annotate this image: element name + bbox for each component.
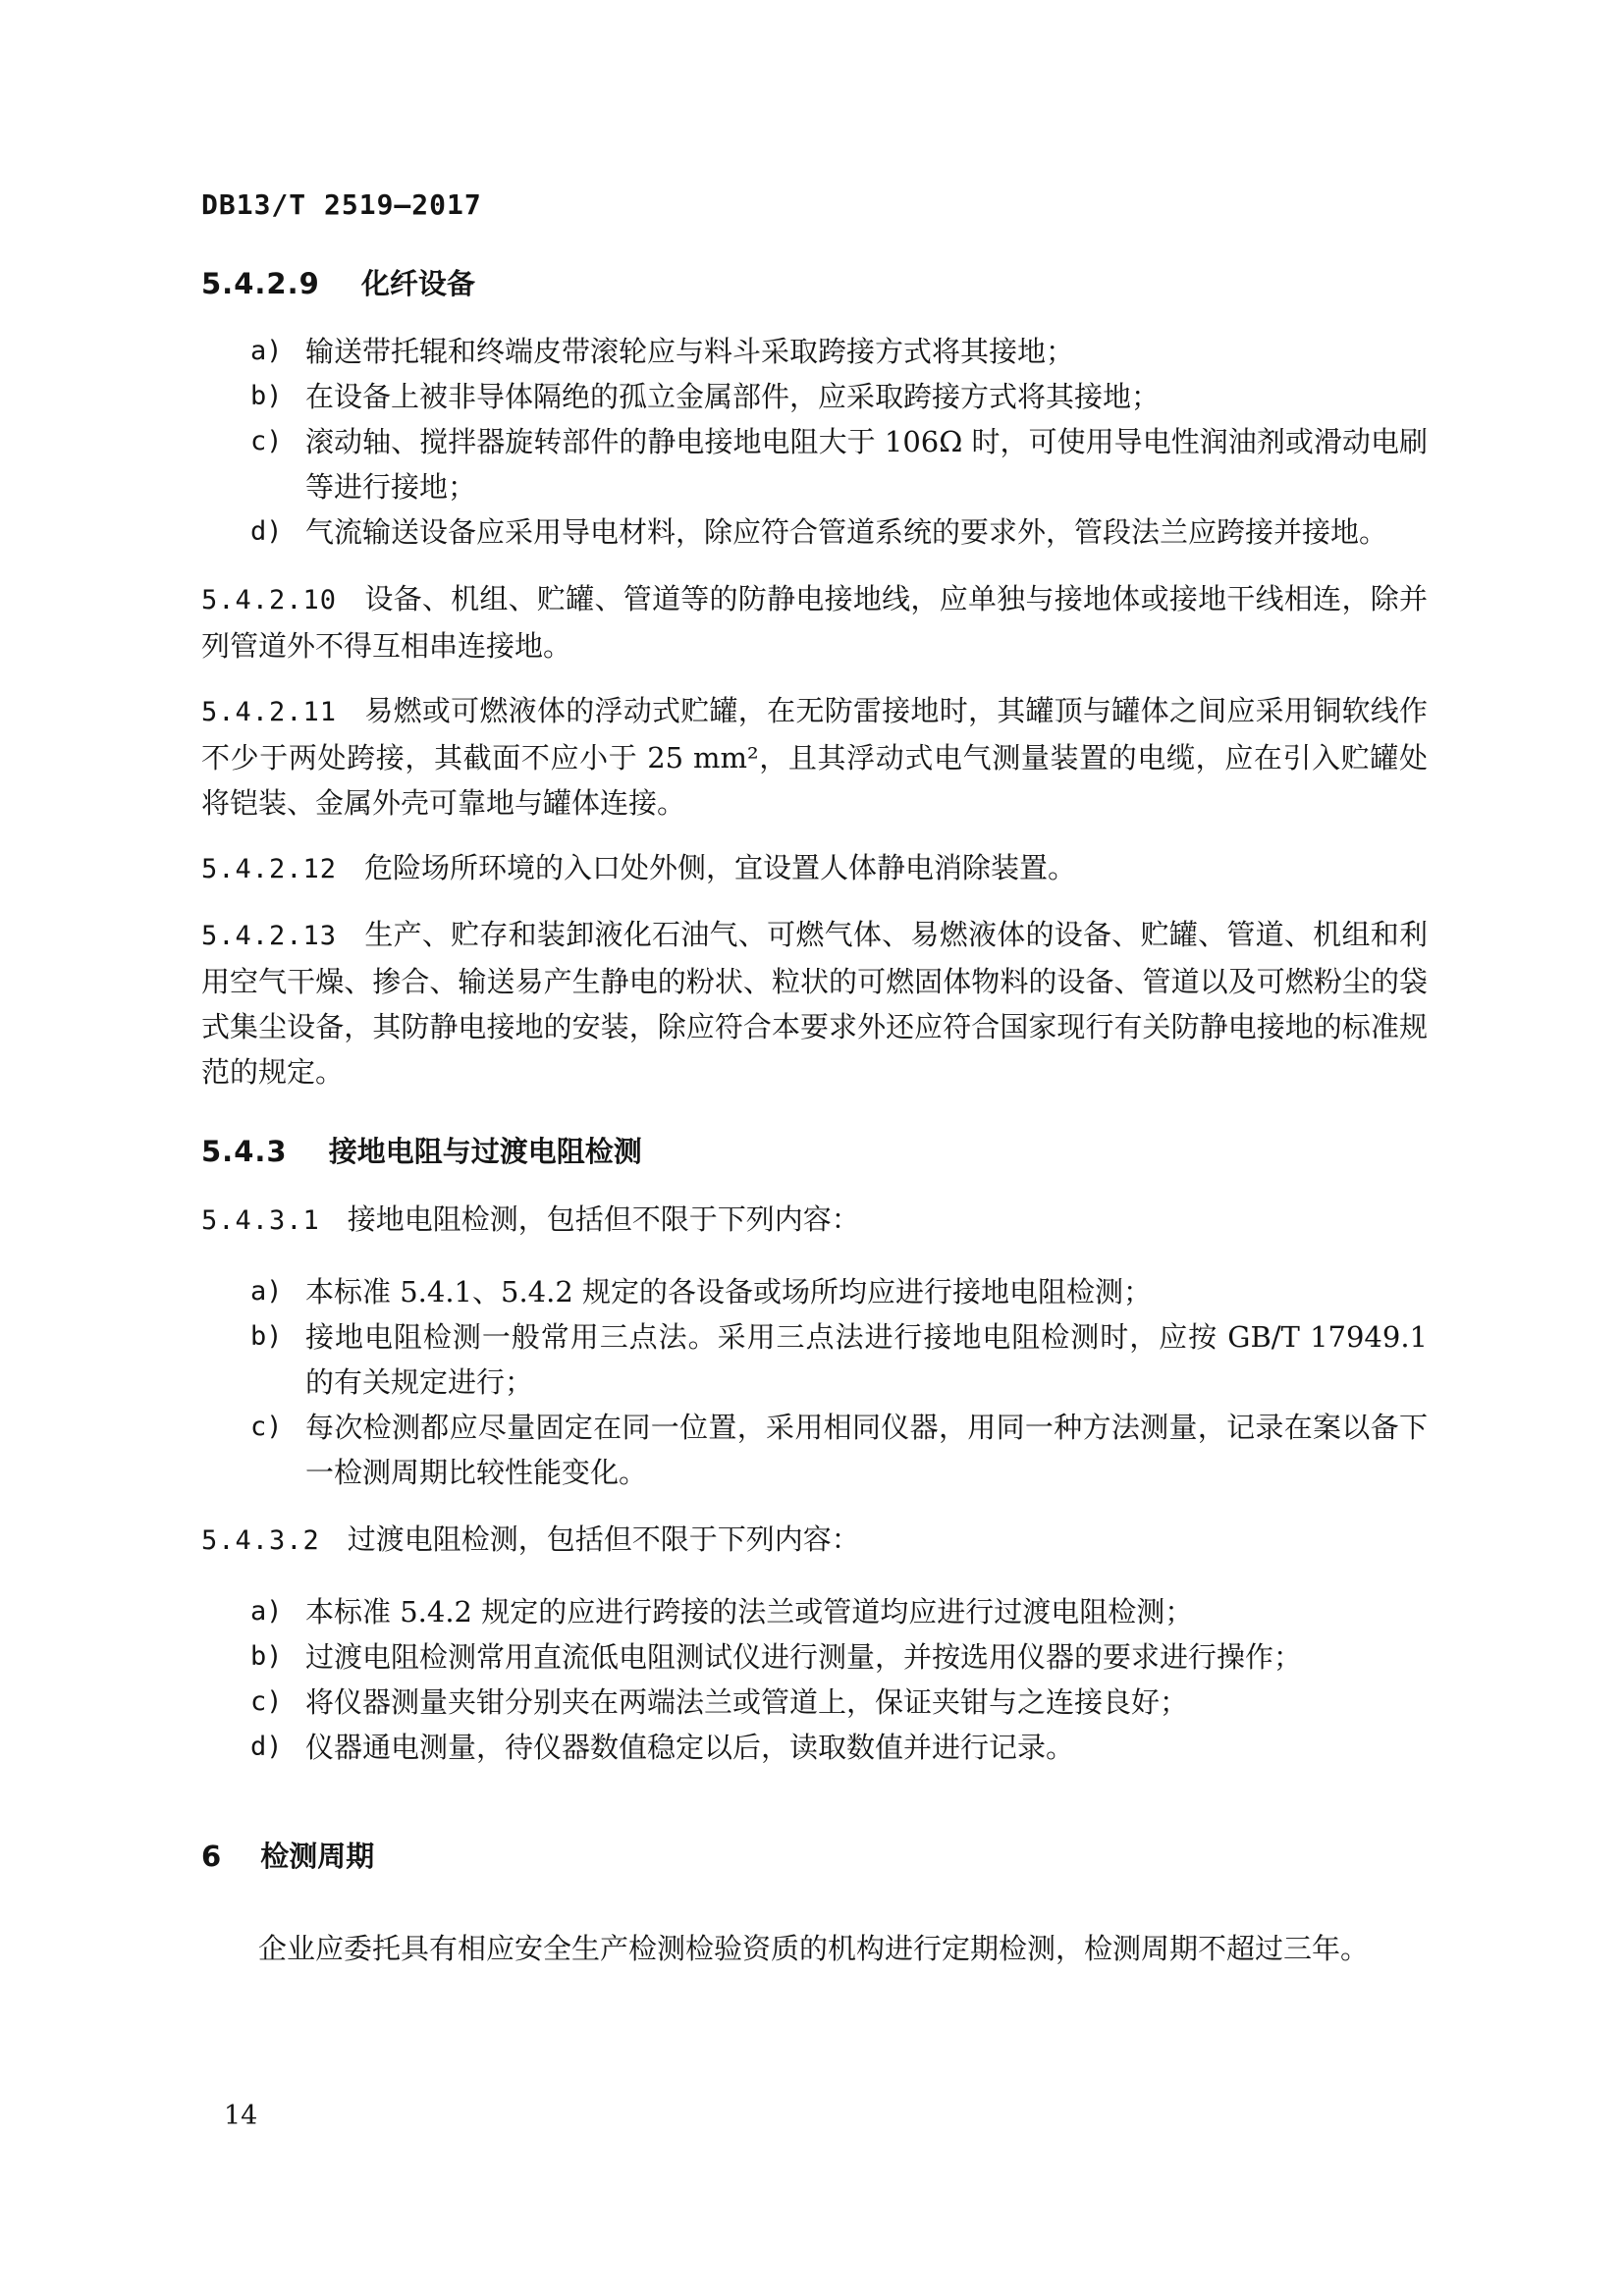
list-item [250, 509, 1428, 555]
clause-5-4-3-heading [201, 1134, 1428, 1169]
list-item-marker: c) [250, 426, 283, 456]
list-item-marker: d) [250, 516, 283, 547]
list-item [250, 1680, 1428, 1725]
clause-5-4-3-2-list [201, 1589, 1428, 1770]
list-item [250, 329, 1428, 374]
list-item-marker: c) [250, 1686, 283, 1717]
list-item-text: 输送带托辊和终端皮带滚轮应与料斗采取跨接方式将其接地； [305, 335, 1075, 368]
list-item [250, 1405, 1428, 1495]
clause-5-4-3-1 [201, 1197, 1428, 1244]
clause-5-4-3-1-list [201, 1269, 1428, 1495]
list-item [250, 1269, 1428, 1314]
clause-text: 设备、机组、贮罐、管道等的防静电接地线，应单独与接地体或接地干线相连，除并列管道外不得互相串连接地。 [201, 582, 1428, 663]
list-item-text: 在设备上被非导体隔绝的孤立金属部件，应采取跨接方式将其接地； [305, 380, 1161, 413]
list-item-marker: a) [250, 336, 283, 366]
list-item-text: 仪器通电测量，待仪器数值稳定以后，读取数值并进行记录。 [305, 1731, 1075, 1764]
list-item-marker: c) [250, 1412, 283, 1442]
clause-number: 5.4.2.10 [201, 585, 338, 615]
list-item-marker: b) [250, 1321, 283, 1352]
clause-text: 接地电阻检测，包括但不限于下列内容： [347, 1202, 860, 1236]
list-item-text: 气流输送设备应采用导电材料，除应符合管道系统的要求外，管段法兰应跨接并接地。 [305, 515, 1388, 549]
clause-title: 接地电阻与过渡电阻检测 [328, 1135, 642, 1168]
clause-5-4-2-10 [201, 576, 1428, 668]
page-number: 14 [224, 2101, 258, 2131]
chapter-title: 检测周期 [260, 1840, 375, 1873]
list-item-text: 过渡电阻检测常用直流低电阻测试仪进行测量，并按选用仪器的要求进行操作； [305, 1640, 1303, 1674]
clause-number: 5.4.2.12 [201, 854, 338, 884]
list-item [250, 419, 1428, 509]
page-footer [224, 2101, 257, 2131]
clause-text: 生产、贮存和装卸液化石油气、可燃气体、易燃液体的设备、贮罐、管道、机组和利用空气干燥、掺合、输送易产生静电的粉状、粒状的可燃固体物料的设备、管道以及可燃粉尘的袋式集尘设备，其防静电接地的安装，除应符合本要求外还应符合国家现行有关防静电接地的标准规范的规定。 [201, 918, 1428, 1089]
chapter-number: 6 [201, 1840, 222, 1873]
list-item [250, 1634, 1428, 1680]
chapter-6-heading [201, 1835, 1428, 1875]
clause-text: 易燃或可燃液体的浮动式贮罐，在无防雷接地时，其罐顶与罐体之间应采用铜软线作不少于两处跨接，其截面不应小于 25 mm²，且其浮动式电气测量装置的电缆，应在引入贮罐处将铠装、金属外壳可靠地与罐体连接。 [201, 694, 1428, 820]
list-item-text: 本标准 5.4.2 规定的应进行跨接的法兰或管道均应进行过渡电阻检测； [305, 1595, 1194, 1629]
clause-5-4-2-12 [201, 845, 1428, 892]
list-item [250, 1314, 1428, 1405]
clause-5-4-2-9-heading [201, 266, 1428, 301]
chapter-6-paragraph: 企业应委托具有相应安全生产检测检验资质的机构进行定期检测，检测周期不超过三年。 [258, 1932, 1370, 1965]
list-item-marker: a) [250, 1276, 283, 1307]
list-item-text: 将仪器测量夹钳分别夹在两端法兰或管道上，保证夹钳与之连接良好； [305, 1685, 1189, 1719]
clause-number: 5.4.2.9 [201, 267, 320, 300]
list-item-marker: b) [250, 1641, 283, 1672]
clause-number: 5.4.3.1 [201, 1205, 320, 1236]
clause-number: 5.4.3.2 [201, 1525, 320, 1556]
clause-title: 化纤设备 [360, 267, 475, 300]
clause-5-4-3-2 [201, 1517, 1428, 1564]
clause-5-4-2-11 [201, 688, 1428, 826]
clause-5-4-2-9-list [201, 329, 1428, 555]
standard-code: DB13/T 2519—2017 [201, 188, 482, 221]
list-item [250, 1725, 1428, 1770]
list-item-marker: b) [250, 381, 283, 411]
list-item-marker: a) [250, 1596, 283, 1627]
list-item-text: 滚动轴、搅拌器旋转部件的静电接地电阻大于 106Ω 时，可使用导电性润油剂或滑动电刷等进行接地； [305, 425, 1428, 504]
clause-text: 危险场所环境的入口处外侧，宜设置人体静电消除装置。 [364, 851, 1077, 884]
list-item [250, 1589, 1428, 1634]
list-item [250, 374, 1428, 419]
list-item-marker: d) [250, 1732, 283, 1762]
clause-5-4-2-13 [201, 912, 1428, 1095]
clause-number: 5.4.2.11 [201, 697, 338, 727]
clause-number: 5.4.2.13 [201, 921, 338, 951]
list-item-text: 接地电阻检测一般常用三点法。采用三点法进行接地电阻检测时，应按 GB/T 17949.1 的有关规定进行； [305, 1320, 1428, 1399]
document-content [201, 188, 1428, 1971]
list-item-text: 每次检测都应尽量固定在同一位置，采用相同仪器，用同一种方法测量，记录在案以备下一检测周期比较性能变化。 [305, 1411, 1428, 1489]
list-item-text: 本标准 5.4.1、5.4.2 规定的各设备或场所均应进行接地电阻检测； [305, 1275, 1153, 1308]
clause-number: 5.4.3 [201, 1135, 288, 1168]
clause-text: 过渡电阻检测，包括但不限于下列内容： [347, 1522, 860, 1556]
